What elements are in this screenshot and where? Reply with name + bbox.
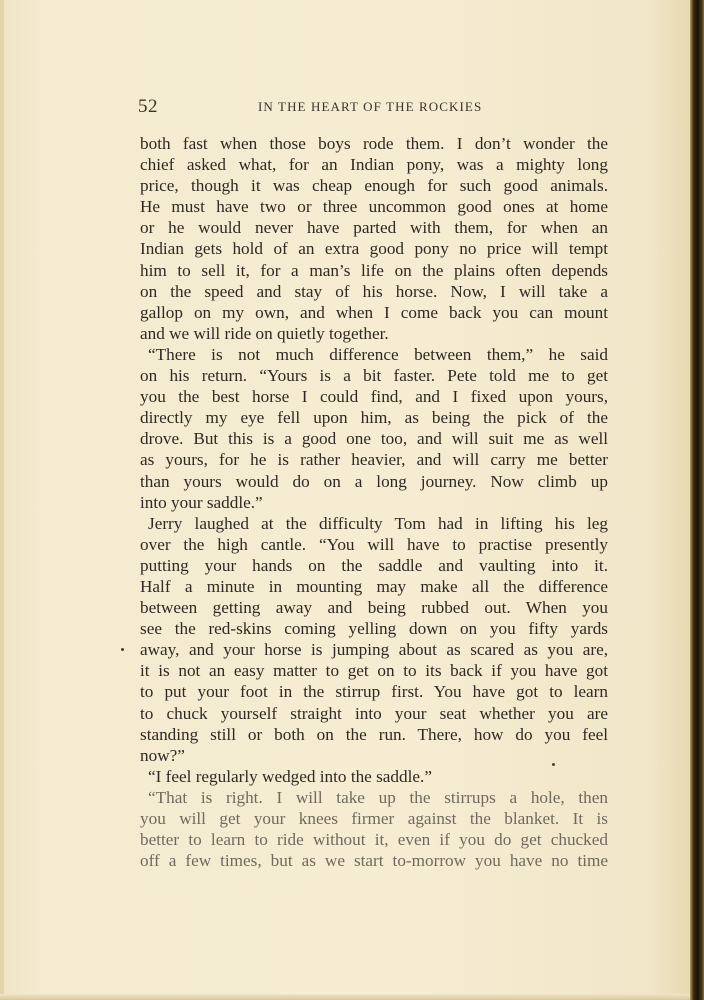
ink-speck (121, 648, 124, 651)
text-line: “I feel regularly wedged into the saddle.” (148, 766, 432, 786)
text-line: as yours, for he is rather heavier, and will carry me better (140, 450, 608, 470)
text-line: see the red-skins coming yelling down on you fifty yards (140, 619, 608, 639)
text-line: “That is right. I will take up the stirrups a hole, then (148, 787, 608, 807)
text-line: He must have two or three uncommon good ones at home (140, 197, 608, 217)
book-spine-edge (690, 0, 704, 1000)
text-line: away, and your horse is jumping about as scared as you are, (140, 640, 608, 660)
text-line: directly my eye fell upon him, as being the pick of the (140, 408, 608, 428)
text-line: and we will ride on quietly together. (140, 323, 389, 343)
text-line: better to learn to ride without it, even if you do get chucked (140, 830, 608, 850)
text-line: to put your foot in the stirrup first. You have got to learn (140, 682, 608, 702)
text-line: Indian gets hold of an extra good pony no price will tempt (140, 239, 608, 259)
text-line: price, though it was cheap enough for such good animals. (140, 176, 608, 196)
text-line: chief asked what, for an Indian pony, was a mighty long (140, 155, 608, 175)
text-line: standing still or both on the run. There, how do you feel (140, 724, 608, 744)
text-line: to chuck yourself straight into your seat whether you are (140, 703, 608, 723)
text-line: than yours would do on a long journey. Now climb up (140, 471, 608, 491)
text-line: putting your hands on the saddle and vaulting into it. (140, 555, 608, 575)
page-number: 52 (138, 96, 158, 117)
text-line: you will get your knees firmer against the blanket. It is (140, 809, 608, 828)
text-line: you the best horse I could find, and I fixed upon yours, (140, 387, 608, 407)
running-title: IN THE HEART OF THE ROCKIES (258, 99, 483, 114)
text-line: Jerry laughed at the difficulty Tom had in lifting his leg (148, 513, 608, 533)
text-line: off a few times, but as we start to-morrow you have no time (140, 851, 608, 871)
text-line: over the high cantle. “You will have to practise presently (140, 534, 608, 554)
ink-speck (552, 763, 555, 766)
text-line: “There is not much difference between them,” he said (148, 344, 608, 364)
text-line: both fast when those boys rode them. I don’t wonder the (140, 134, 608, 153)
text-line: it is not an easy matter to get on to its back if you have got (140, 661, 608, 681)
text-line: into your saddle.” (140, 492, 263, 512)
text-line: gallop on my own, and when I come back you can mount (140, 302, 608, 322)
text-line: him to sell it, for a man’s life on the plains often depends (140, 260, 608, 280)
faded-text-block (140, 787, 608, 871)
text-line: Half a minute in mounting may make all the difference (140, 576, 608, 596)
text-line: now?” (140, 745, 185, 765)
text-line: between getting away and being rubbed out. When you (140, 598, 608, 618)
running-head (138, 96, 608, 118)
text-line: on the speed and stay of his horse. Now, I will take a (140, 281, 608, 301)
text-line: on his return. “Yours is a bit faster. Pete told me to get (140, 366, 608, 386)
body-text (140, 133, 608, 871)
text-line: drove. But this is a good one too, and will suit me as well (140, 429, 608, 449)
text-line: or he would never have parted with them, for when an (140, 218, 608, 238)
